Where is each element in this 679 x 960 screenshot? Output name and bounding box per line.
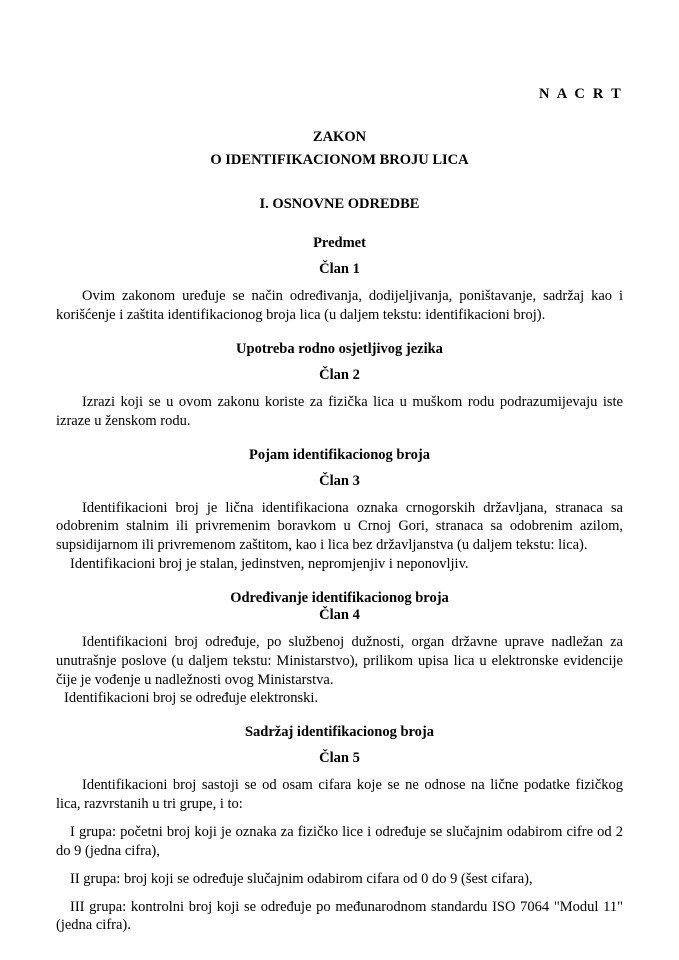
article-5-group-1: I grupa: početni broj koji je oznaka za fizičko lice i određuje se slučajnim odabirom cifre od 2 do 9 (jedna cifra), [56,823,623,859]
article-3-paragraph-2: Identifikacioni broj je stalan, jedinstven, nepromjenjiv i neponovljiv. [70,556,469,573]
chapter-heading: I. OSNOVNE ODREDBE [259,196,420,213]
title-line-2: O IDENTIFIKACIONOM BROJU LICA [210,151,469,168]
article-5-group-2: II grupa: broj koji se određuje slučajnim odabirom cifara od 0 do 9 (šest cifara), [70,870,533,887]
article-5-group-3: III grupa: kontrolni broj koji se određuje po međunarodnom standardu ISO 7064 "Modul 11" (jedna cifra). [56,898,623,934]
article-3-number: Član 3 [319,472,360,489]
draft-stamp: N A C R T [539,86,623,102]
title-line-1: ZAKON [312,129,367,145]
article-2-paragraph-1: Izrazi koji se u ovom zakonu koriste za fizička lica u muškom rodu podrazumijevaju iste izraze u ženskom rodu. [56,393,623,429]
article-1-heading: Predmet [313,235,366,252]
article-4-paragraph-2: Identifikacioni broj se određuje elektronski. [64,690,319,707]
article-1-paragraph-1: Ovim zakonom uređuje se način određivanja, dodijeljivanja, poništavanje, sadržaj kao i korišćenje i zaštita identifikacionog broja lica (u daljem tekstu: identifikacioni broj). [56,288,623,323]
article-2-number: Član 2 [319,366,360,383]
article-5-number: Član 5 [319,750,360,767]
article-3-paragraph-1: Identifikacioni broj je lična identifikaciona oznaka crnogorskih državljana, stranaca sa odobrenim stalnim ili privremenim boravkom u Crnoj Gori, stranaca sa odobrenim azilom, supsidijarnom ili privremenom zaštitom, kao i lica bez državljanstva (u daljem tekstu: lica). [56,499,623,554]
article-1-number: Član 1 [319,261,360,278]
article-4-heading: Određivanje identifikacionog broja [230,589,449,606]
article-2-heading: Upotreba rodno osjetljivog jezika [236,340,443,357]
article-4-paragraph-1: Identifikacioni broj određuje, po službenoj dužnosti, organ državne uprave nadležan za unutrašnje poslove (u daljem tekstu: Ministarstvo), prilikom upisa lica u elektronske evidencije čije je vođenje u nadležnosti ovog Ministarstva. [56,633,623,688]
article-5-heading: Sadržaj identifikacionog broja [244,724,435,741]
article-5-paragraph-1: Identifikacioni broj sastoji se od osam cifara koje se ne odnose na lične podatke fizičkog lica, razvrstanih u tri grupe, i to: [56,777,623,813]
article-3-heading: Pojam identifikacionog broja [249,446,430,463]
article-4-number: Član 4 [319,606,360,623]
document-title [56,127,623,170]
